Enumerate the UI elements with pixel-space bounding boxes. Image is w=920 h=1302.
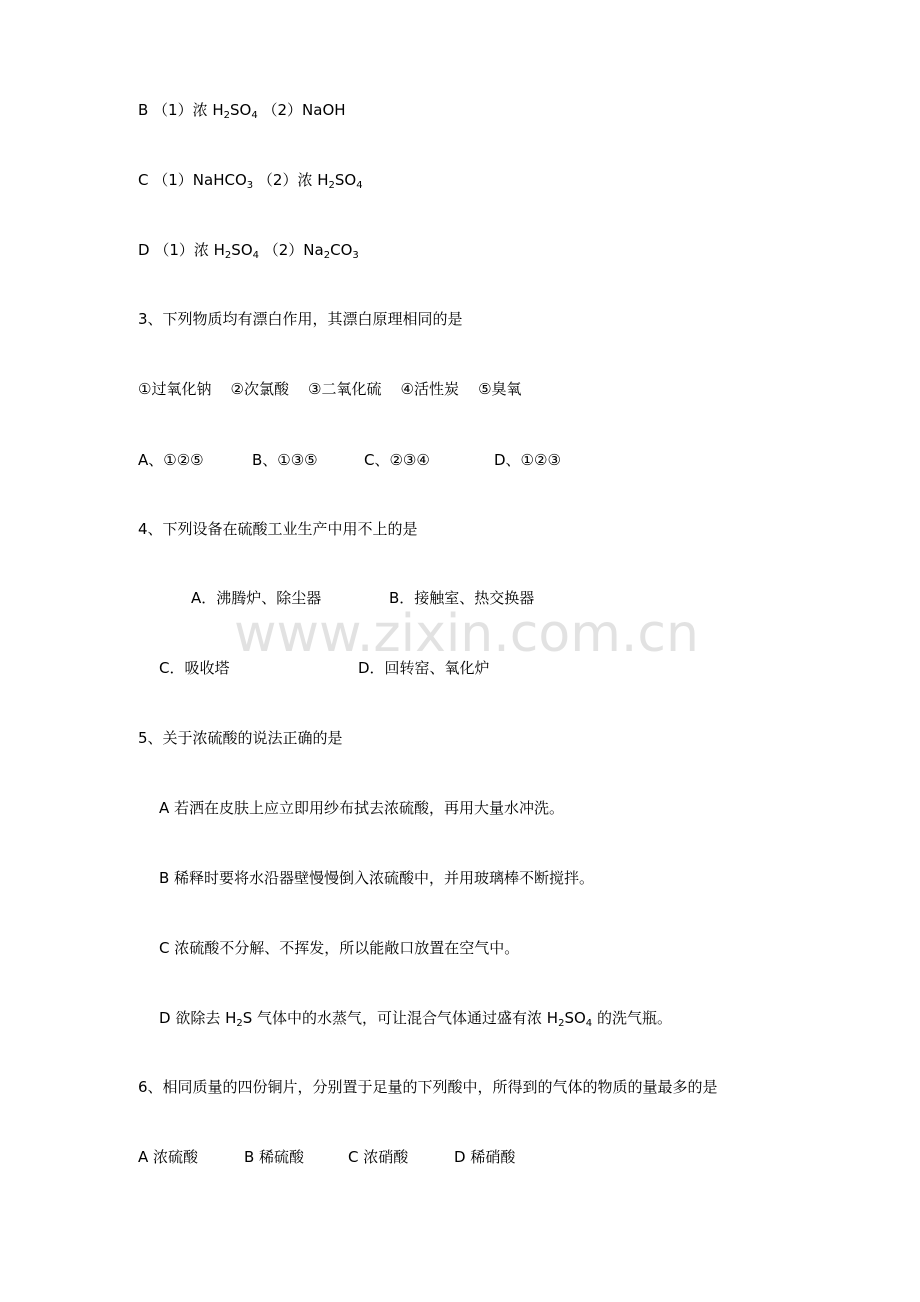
question-6-option-b: B 稀硫酸 [244, 1148, 305, 1166]
question-3-items: ①过氧化钠 ②次氯酸 ③二氧化硫 ④活性炭 ⑤臭氧 [138, 380, 522, 398]
text-segment: C （1）NaHCO [138, 171, 247, 189]
question-5-option-a: A 若洒在皮肤上应立即用纱布拭去浓硫酸，再用大量水冲洗。 [159, 799, 565, 817]
question-4-option-a: A．沸腾炉、除尘器 [191, 589, 322, 607]
text-segment: （2）Na [259, 241, 324, 259]
text-segment: CO [330, 241, 353, 259]
text-segment: SO [230, 101, 252, 119]
text-segment: （2）浓 H [253, 171, 329, 189]
text-segment: SO [231, 241, 253, 259]
text-segment: D 欲除去 H [159, 1009, 237, 1027]
question-4-option-b: B．接触室、热交换器 [389, 589, 535, 607]
question-5: 5、关于浓硫酸的说法正确的是 [138, 729, 343, 747]
subscript: 4 [585, 1018, 593, 1029]
text-segment: （2）NaOH [257, 101, 346, 119]
text-segment: 的洗气瓶。 [592, 1009, 672, 1027]
subscript: 3 [352, 250, 359, 261]
subscript: 3 [246, 180, 254, 191]
q2-option-b [138, 100, 346, 120]
question-4: 4、下列设备在硫酸工业生产中用不上的是 [138, 520, 418, 538]
subscript: 2 [558, 1018, 565, 1029]
subscript: 4 [356, 180, 363, 191]
subscript: 2 [236, 1018, 243, 1029]
question-5-option-c: C 浓硫酸不分解、不挥发，所以能敞口放置在空气中。 [159, 939, 520, 957]
q2-option-d [138, 240, 359, 260]
question-6-option-c: C 浓硝酸 [348, 1148, 409, 1166]
subscript: 4 [251, 110, 258, 121]
text-segment: SO [334, 171, 357, 189]
watermark: www.zixin.com.cn [234, 604, 699, 664]
text-segment: S 气体中的水蒸气，可让混合气体通过盛有浓 H [242, 1009, 559, 1027]
question-3-option-a: A、①②⑤ [138, 451, 204, 469]
text-segment: B （1）浓 H [138, 101, 224, 119]
question-4-option-d: D．回转窑、氧化炉 [358, 659, 490, 677]
question-5-option-d [159, 1008, 672, 1028]
question-6: 6、相同质量的四份铜片，分别置于足量的下列酸中，所得到的气体的物质的量最多的是 [138, 1078, 718, 1096]
question-6-option-d: D 稀硝酸 [454, 1148, 516, 1166]
question-3-option-b: B、①③⑤ [252, 451, 318, 469]
subscript: 2 [323, 250, 331, 261]
question-5-option-b: B 稀释时要将水沿器壁慢慢倒入浓硫酸中，并用玻璃棒不断搅拌。 [159, 869, 595, 887]
question-3-option-d: D、①②③ [494, 451, 561, 469]
q2-option-c [138, 170, 363, 190]
text-segment: D （1）浓 H [138, 241, 225, 259]
question-4-option-c: C．吸收塔 [159, 659, 230, 677]
subscript: 4 [252, 250, 259, 261]
question-6-option-a: A 浓硫酸 [138, 1148, 199, 1166]
text-segment: SO [564, 1009, 586, 1027]
subscript: 2 [224, 250, 232, 261]
subscript: 2 [328, 180, 335, 191]
question-3-option-c: C、②③④ [364, 451, 430, 469]
subscript: 2 [223, 110, 231, 121]
question-3: 3、下列物质均有漂白作用，其漂白原理相同的是 [138, 310, 463, 328]
